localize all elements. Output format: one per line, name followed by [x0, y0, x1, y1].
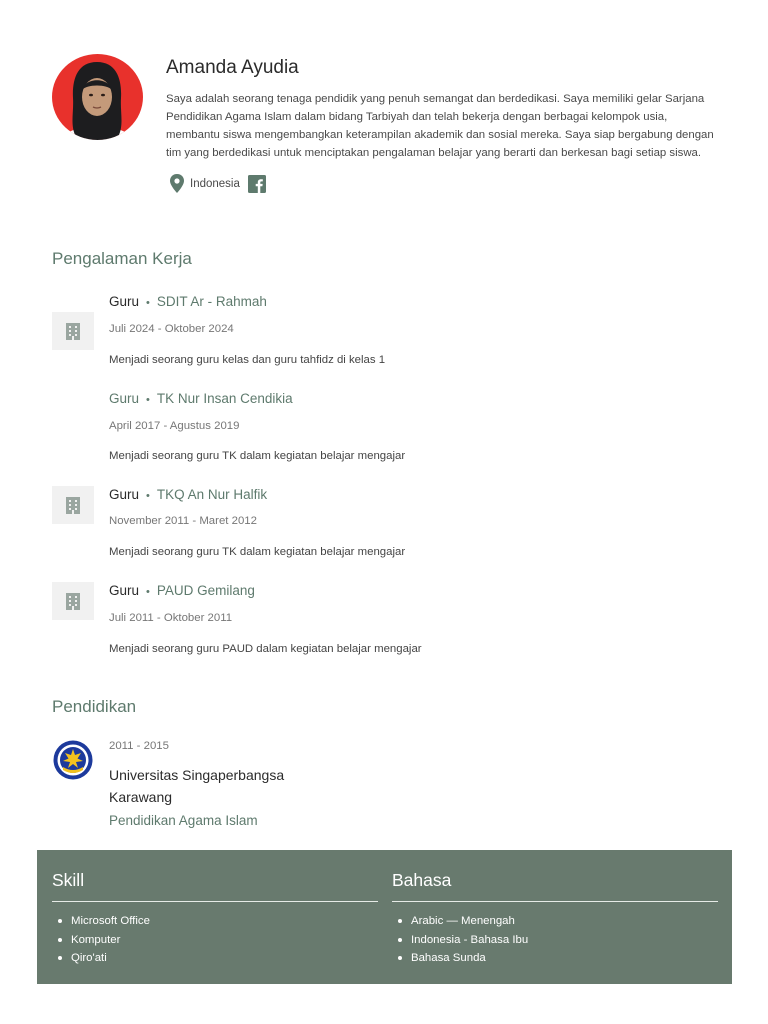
job-header: Guru • PAUD Gemilang: [109, 583, 255, 598]
job-role: Guru: [109, 487, 140, 502]
list-item: Bahasa Sunda: [392, 949, 718, 968]
education-years: 2011 - 2015: [109, 740, 169, 752]
skills-title: Skill: [52, 870, 378, 902]
job-dates: Juli 2011 - Oktober 2011: [109, 612, 233, 624]
education-section-title: Pendidikan: [52, 697, 137, 716]
job-company: PAUD Gemilang: [156, 583, 255, 598]
experience-section-title: Pengalaman Kerja: [52, 249, 192, 268]
avatar: [52, 54, 143, 140]
facebook-icon[interactable]: [248, 175, 266, 193]
profile-name: Amanda Ayudia: [166, 57, 299, 78]
skills-column: [52, 870, 378, 968]
job-description: Menjadi seorang guru PAUD dalam kegiatan belajar mengajar: [109, 643, 422, 655]
profile-summary: Saya adalah seorang tenaga pendidik yang penuh semangat dan berdedikasi. Saya memiliki gelar Sarjana Pendidikan Agama Islam dalam bidang Tarbiyah dan telah bekerja dengan berbagai kelompok usia, membantu siswa mengembangkan keterampilan akademik dan sosial mereka. Saya siap bergabung dengan tim yang berdedikasi untuk menciptakan pengalaman belajar yang berarti dan berkesan bagi setiap siswa.: [166, 93, 714, 159]
list-item: Qiro'ati: [52, 949, 378, 968]
job-dates: Juli 2024 - Oktober 2024: [109, 323, 234, 335]
building-icon: [52, 582, 94, 620]
job-header: Guru • TKQ An Nur Halfik: [109, 487, 268, 502]
job-header: Guru • SDIT Ar - Rahmah: [109, 294, 267, 309]
job-dates: November 2011 - Maret 2012: [109, 515, 257, 527]
job-role: Guru: [109, 583, 140, 598]
location-pin-icon: [168, 173, 186, 195]
list-item: Indonesia - Bahasa Ibu: [392, 931, 718, 950]
list-item: Microsoft Office: [52, 912, 378, 931]
skills-list: [52, 912, 378, 968]
education-school: Universitas Singaperbangsa Karawang: [109, 767, 285, 805]
list-item: Arabic — Menengah: [392, 912, 718, 931]
job-dates: April 2017 - Agustus 2019: [109, 420, 240, 432]
languages-title: Bahasa: [392, 870, 718, 902]
profile-meta: [166, 173, 722, 195]
job-header: Guru • TK Nur Insan Cendikia: [109, 391, 293, 406]
languages-column: [392, 870, 718, 968]
skills-languages-panel: [37, 850, 732, 984]
university-seal-icon: [52, 740, 94, 780]
job-description: Menjadi seorang guru TK dalam kegiatan belajar mengajar: [109, 546, 406, 558]
job-role: Guru: [109, 391, 140, 406]
languages-list: [392, 912, 718, 968]
job-company: SDIT Ar - Rahmah: [156, 294, 267, 309]
job-description: Menjadi seorang guru TK dalam kegiatan belajar mengajar: [109, 450, 406, 462]
job-description: Menjadi seorang guru kelas dan guru tahfidz di kelas 1: [109, 354, 386, 366]
list-item: Komputer: [52, 931, 378, 950]
job-role: Guru: [109, 294, 140, 309]
building-icon: [52, 486, 94, 524]
building-icon: [52, 312, 94, 350]
job-company: TKQ An Nur Halfik: [156, 487, 268, 502]
location-text: Indonesia: [190, 178, 240, 190]
education-program: Pendidikan Agama Islam: [109, 813, 258, 828]
job-company: TK Nur Insan Cendikia: [156, 391, 293, 406]
